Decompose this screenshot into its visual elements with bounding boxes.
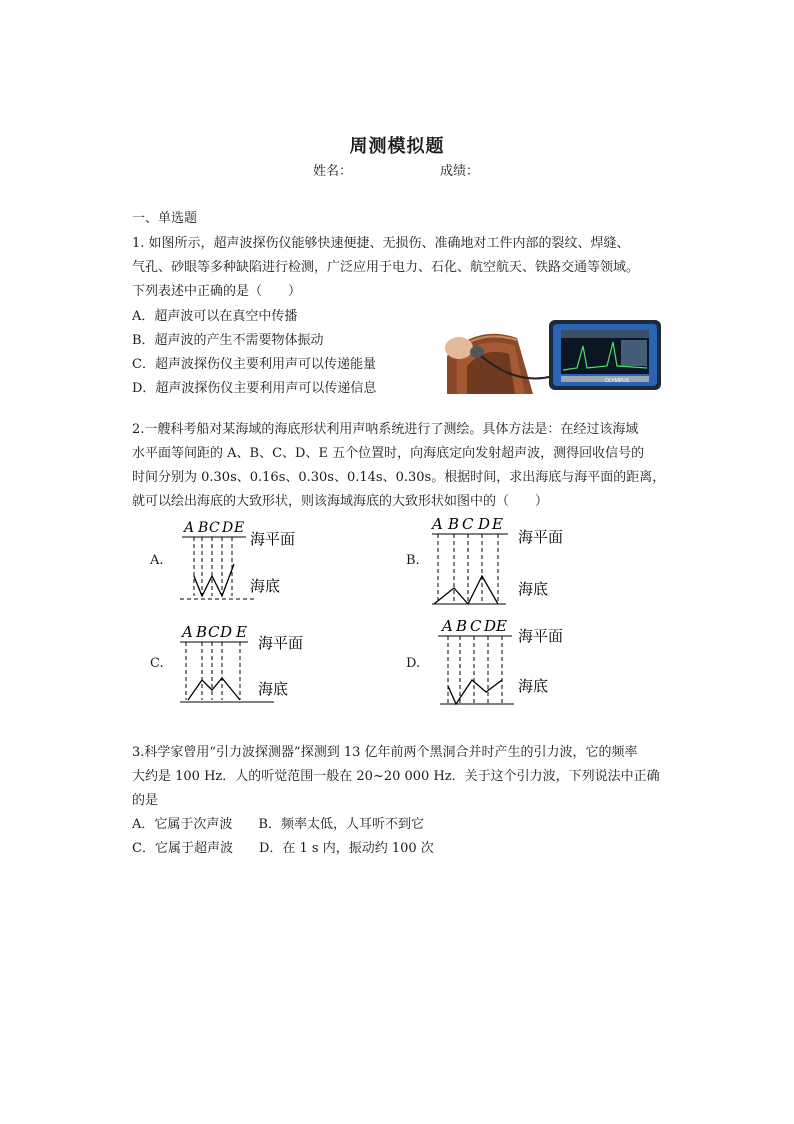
sea-surface-label: 海平面: [258, 634, 304, 652]
seabed-label: 海底: [250, 577, 281, 595]
point-label-c: C: [209, 520, 220, 536]
question-1-option-d[interactable]: D．超声波探伤仪主要利用声可以传递信息: [132, 381, 377, 396]
question-1-line-3: 下列表述中正确的是（ ）: [132, 284, 302, 299]
point-label-e: E: [492, 515, 503, 533]
point-label-c: C: [470, 617, 482, 635]
point-label-e: E: [496, 617, 507, 635]
section-heading: 一、单选题: [132, 211, 198, 226]
question-1-option-c[interactable]: C．超声波探伤仪主要利用声可以传递能量: [132, 357, 376, 372]
question-2-option-b[interactable]: B.: [406, 553, 420, 568]
point-label-e: E: [234, 520, 245, 536]
point-label-b: B: [448, 515, 460, 533]
page-title: 周测模拟题: [349, 136, 445, 157]
seabed-label: 海底: [518, 580, 549, 598]
question-3-line-3: 的是: [132, 793, 159, 808]
question-2-option-d[interactable]: D.: [406, 656, 421, 671]
question-1-line-2: 气孔、砂眼等多种缺陷进行检测，广泛应用于电力、石化、航空航天、铁路交通等领域。: [132, 260, 640, 275]
question-2-line-4: 就可以绘出海底的大致形状，则该海域海底的大致形状如图中的（ ）: [132, 494, 549, 509]
seabed-label: 海底: [518, 677, 549, 695]
seabed-outline: [188, 678, 240, 700]
point-label-b: B: [198, 520, 209, 536]
question-1-option-a[interactable]: A．超声波可以在真空中传播: [132, 309, 298, 324]
question-2-line-1: 2.一艘科考船对某海域的海底形状利用声呐系统进行了测绘。具体方法是：在经过该海域: [132, 422, 639, 437]
point-label-a: A: [184, 520, 195, 536]
seabed-outline: [448, 680, 502, 704]
point-label-d: D: [220, 623, 233, 641]
point-label-a: A: [442, 617, 453, 635]
question-3-line-1: 3.科学家曾用“引力波探测器”探测到 13 亿年前两个黑洞合并时产生的引力波，它的频率: [132, 745, 638, 760]
point-label-b: B: [196, 623, 208, 641]
sea-surface-label: 海平面: [518, 627, 564, 645]
question-2-line-2: 水平面等间距的 A、B、C、D、E 五个位置时，向海底定向发射超声波，测得回收信号的: [132, 446, 645, 461]
seabed-diagram-d: [436, 616, 586, 712]
sea-surface-label: 海平面: [250, 530, 296, 548]
question-3-line-2: 大约是 100 Hz．人的听觉范围一般在 20~20 000 Hz．关于这个引力波，下列说法中正确: [132, 769, 660, 784]
question-1-line-1: 1. 如图所示，超声波探伤仪能够快速便捷、无损伤、准确地对工件内部的裂纹、焊缝、: [132, 236, 630, 251]
ultrasonic-device-photo: [437, 316, 663, 394]
point-label-a: A: [432, 515, 443, 533]
seabed-outline: [434, 576, 498, 604]
seabed-diagram-b: [430, 514, 580, 610]
question-2-option-a[interactable]: A.: [150, 553, 164, 568]
seabed-diagram-c: [178, 622, 328, 708]
seabed-diagram-a: [176, 518, 316, 604]
sea-surface-label: 海平面: [518, 528, 564, 546]
point-label-a: A: [182, 623, 193, 641]
point-label-d: D: [478, 515, 491, 533]
question-2-option-c[interactable]: C.: [150, 656, 164, 671]
score-label: 成绩：: [440, 164, 480, 179]
point-label-e: E: [236, 623, 247, 641]
seabed-outline: [194, 564, 234, 596]
question-2-line-3: 时间分别为 0.30s、0.16s、0.30s、0.14s、0.30s。根据时间，求出海底与海平面的距离，: [132, 470, 666, 485]
point-label-d: D: [222, 520, 234, 536]
point-label-c: C: [462, 515, 474, 533]
point-label-c: C: [208, 623, 220, 641]
seabed-label: 海底: [258, 680, 289, 698]
name-label: 姓名：: [313, 164, 353, 179]
question-3-options-row-1[interactable]: A．它属于次声波 B．频率太低，人耳听不到它: [132, 817, 424, 832]
point-label-b: B: [456, 617, 468, 635]
question-3-options-row-2[interactable]: C．它属于超声波 D．在 1 s 内，振动约 100 次: [132, 841, 434, 856]
device-brand-text: OLYMPUS: [605, 378, 630, 384]
point-label-d: D: [484, 617, 497, 635]
question-1-option-b[interactable]: B．超声波的产生不需要物体振动: [132, 333, 324, 348]
